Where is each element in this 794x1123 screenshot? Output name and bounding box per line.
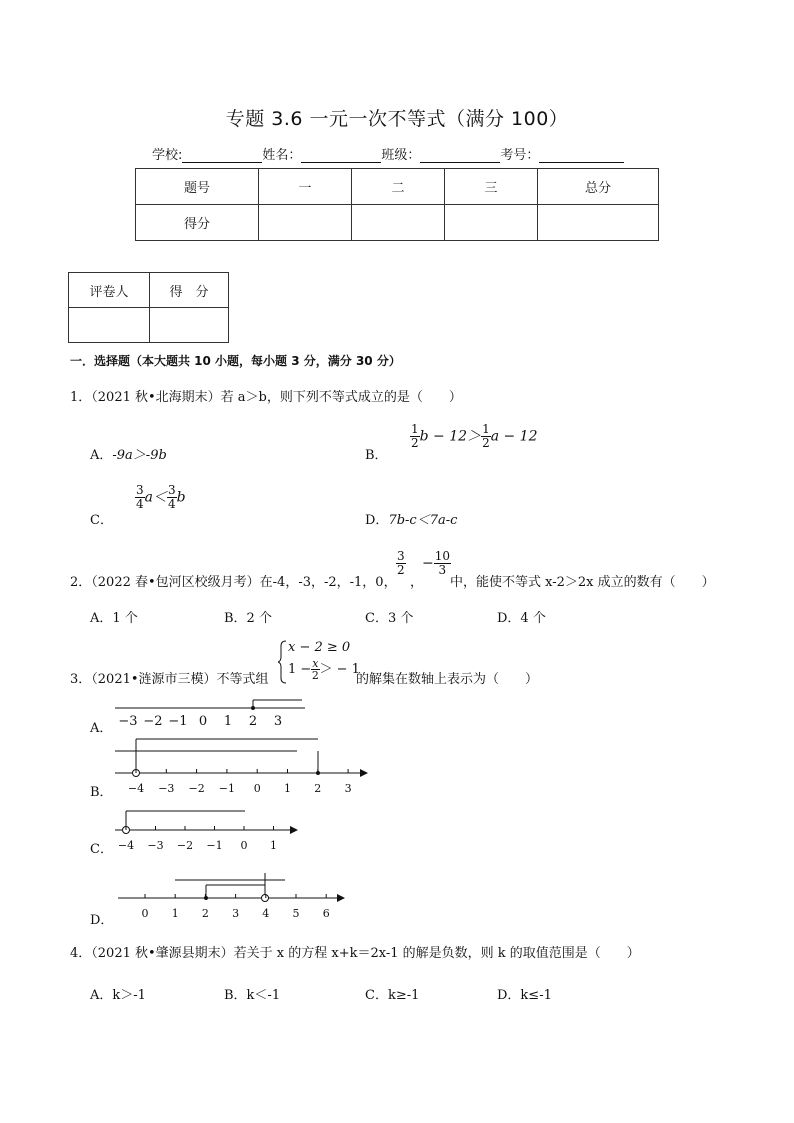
open-point	[262, 895, 269, 902]
option-text: 7b-c＜7a-c	[388, 513, 458, 528]
tick-label: −3	[147, 839, 164, 852]
q2-fraction-neg-ten-thirds	[422, 550, 451, 577]
tick-label: −1	[168, 714, 188, 729]
numerator: 10	[434, 549, 451, 563]
number-line-b	[110, 735, 380, 797]
denominator: 3	[438, 563, 447, 577]
fraction: $\frac{1}{2}$	[411, 422, 419, 450]
section-heading: 一．选择题（本大题共 10 小题，每小题 3 分，满分 30 分）	[70, 354, 401, 368]
tick-label: 1	[171, 907, 179, 920]
q2-option-d[interactable]: D．4 个	[497, 611, 546, 626]
tick-label: 4	[262, 907, 270, 920]
tick-label: 0	[253, 782, 261, 795]
score-table	[135, 168, 659, 241]
page-title: 专题 3.6 一元一次不等式（满分 100）	[225, 108, 569, 130]
q3-option-c-label[interactable]: C．	[90, 842, 113, 857]
brace-icon	[278, 640, 288, 684]
tick-label: 1	[284, 782, 291, 795]
tick-label: −2	[188, 782, 205, 795]
q3-option-d-label[interactable]: D．	[90, 913, 114, 928]
numerator: 3	[397, 549, 405, 563]
school-blank	[182, 148, 262, 163]
option-text: b	[176, 489, 186, 506]
grader-score-header: 得 分	[150, 273, 229, 308]
q4-option-c[interactable]: C．k≥-1	[365, 988, 420, 1003]
header-cell: 三	[445, 169, 538, 205]
class-blank	[420, 148, 500, 163]
number-line-a	[110, 697, 310, 729]
fraction: $\frac{3}{4}$	[136, 483, 144, 511]
tick-label: 0	[141, 907, 149, 920]
tick-label: 0	[240, 839, 248, 852]
fraction: $\frac{3}{4}$	[168, 483, 176, 511]
number-line-c	[110, 806, 305, 854]
tick-label: −4	[127, 782, 145, 795]
header-cell: 一	[259, 169, 352, 205]
class-label: 班级：	[381, 148, 421, 163]
tick-label: −3	[158, 782, 175, 795]
question-3-stem-a: 3．（2021•涟源市三模）不等式组	[70, 672, 269, 687]
score-cell[interactable]	[259, 205, 352, 241]
numerator: x	[312, 657, 319, 670]
number-line-d	[110, 873, 355, 923]
q3-option-a-label[interactable]: A．	[90, 721, 113, 736]
header-cell: 二	[352, 169, 445, 205]
denominator: 2	[311, 669, 319, 682]
denominator: 2	[397, 563, 405, 577]
tick-label: 2	[314, 782, 322, 795]
tick-label: −1	[206, 839, 223, 852]
header-cell: 总分	[538, 169, 659, 205]
q2-option-c[interactable]: C．3 个	[365, 611, 414, 626]
tick-label: 5	[292, 907, 300, 920]
header-cell: 题号	[136, 169, 259, 205]
row-label-cell: 得分	[136, 205, 259, 241]
tick-label: −2	[176, 839, 194, 852]
q4-option-a[interactable]: A．k＞-1	[90, 988, 146, 1003]
question-1-stem: 1．（2021 秋•北海期末）若 a＞b，则下列不等式成立的是（ ）	[70, 390, 462, 405]
option-label: D．	[365, 513, 389, 528]
q4-option-b[interactable]: B．k＜-1	[224, 988, 281, 1003]
name-blank	[301, 148, 381, 163]
option-text: a − 12	[490, 428, 538, 445]
option-text: -9a＞-9b	[112, 448, 167, 463]
option-text: b − 12＞	[419, 428, 482, 445]
axis-arrow	[290, 826, 298, 834]
q2-option-b[interactable]: B．2 个	[224, 611, 272, 626]
q1-option-d[interactable]	[365, 509, 457, 528]
grader-header: 评卷人	[69, 273, 150, 308]
exam-no-label: 考号：	[500, 148, 540, 163]
tick-label: 3	[232, 907, 240, 920]
minus-sign: −	[422, 555, 434, 572]
q1-option-c-label[interactable]: C．	[90, 513, 113, 528]
tick-label: 3	[273, 714, 283, 729]
axis-arrow	[360, 769, 368, 777]
fraction: $\frac{1}{2}$	[482, 422, 490, 450]
system-line-1: x − 2 ≥ 0	[288, 640, 351, 655]
option-label: A．	[90, 448, 113, 463]
tick-label: 2	[248, 714, 258, 729]
closed-point	[204, 896, 208, 900]
tick-label: 2	[201, 907, 209, 920]
q3-option-b-label[interactable]: B．	[90, 785, 113, 800]
tick-label: 1	[270, 839, 277, 852]
q2-fraction-three-halves	[396, 550, 406, 577]
q1-option-a[interactable]	[90, 444, 167, 463]
tick-label: −2	[143, 714, 163, 729]
closed-point	[251, 706, 255, 710]
tick-label: 1	[223, 714, 233, 729]
question-2-separator: ，	[410, 575, 424, 590]
q2-option-a[interactable]: A．1 个	[90, 611, 138, 626]
grader-score-cell[interactable]	[150, 308, 229, 343]
question-2-stem-c: 中，能使不等式 x-2＞2x 成立的数有（ ）	[450, 575, 715, 590]
grader-table	[68, 272, 229, 343]
exam-no-blank	[539, 148, 624, 163]
tick-label: −1	[218, 782, 236, 795]
q1-option-b-label[interactable]: B．	[365, 448, 388, 463]
system-line-2a: 1 −	[288, 662, 312, 677]
system-line-2b: ＞ − 1	[319, 662, 360, 677]
student-info-line	[152, 144, 624, 163]
tick-label: 0	[198, 714, 208, 729]
q1-option-b-expression	[410, 423, 538, 450]
option-text: a＜	[144, 489, 167, 506]
score-cell[interactable]	[538, 205, 659, 241]
q4-option-d[interactable]: D．k≤-1	[497, 988, 552, 1003]
tick-label: −4	[117, 839, 135, 852]
tick-label: 3	[344, 782, 352, 795]
axis-arrow	[337, 894, 345, 902]
score-cell[interactable]	[352, 205, 445, 241]
tick-label: 6	[322, 907, 330, 920]
question-2-stem-a: 2．（2022 春•包河区校级月考）在-4，-3，-2，-1，0，	[70, 575, 397, 590]
name-label: 姓名：	[262, 148, 302, 163]
grader-cell[interactable]	[69, 308, 150, 343]
score-cell[interactable]	[445, 205, 538, 241]
q1-option-c-expression	[135, 484, 186, 511]
question-3-stem-b: 的解集在数轴上表示为（ ）	[356, 672, 539, 687]
school-label: 学校:	[152, 148, 183, 163]
question-4-stem: 4．（2021 秋•肇源县期末）若关于 x 的方程 x+k＝2x-1 的解是负数，则 k 的取值范围是（ ）	[70, 946, 640, 961]
tick-label: −3	[118, 714, 138, 729]
